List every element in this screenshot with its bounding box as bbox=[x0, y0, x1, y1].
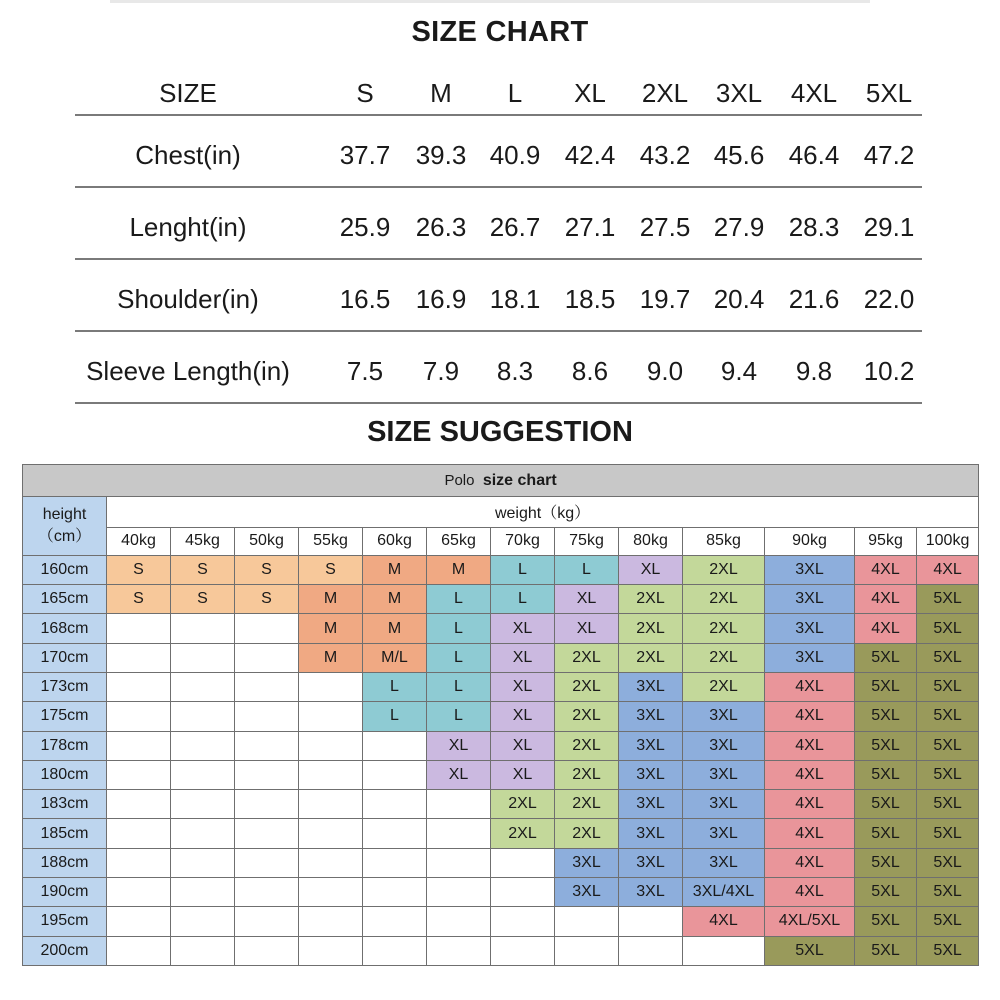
empty-cell bbox=[235, 790, 299, 819]
size-cell: 3XL bbox=[683, 702, 765, 731]
height-value: 195cm bbox=[23, 907, 107, 936]
empty-cell bbox=[171, 936, 235, 965]
size-header-2xl: 2XL bbox=[641, 78, 689, 108]
height-row bbox=[23, 877, 979, 906]
height-value: 185cm bbox=[23, 819, 107, 848]
empty-cell bbox=[491, 877, 555, 906]
empty-cell bbox=[363, 936, 427, 965]
size-cell: 2XL bbox=[683, 555, 765, 584]
height-header bbox=[23, 497, 107, 556]
size-cell: 3XL bbox=[619, 702, 683, 731]
height-row bbox=[23, 673, 979, 702]
size-cell: 5XL bbox=[917, 936, 979, 965]
polo-size-chart-caption bbox=[23, 465, 979, 497]
size-cell: 5XL bbox=[917, 790, 979, 819]
empty-cell bbox=[363, 848, 427, 877]
size-cell: 2XL bbox=[619, 614, 683, 643]
height-value: 178cm bbox=[23, 731, 107, 760]
height-row bbox=[23, 790, 979, 819]
empty-cell bbox=[555, 936, 619, 965]
size-cell: 5XL bbox=[765, 936, 855, 965]
empty-cell bbox=[299, 790, 363, 819]
size-cell: 3XL bbox=[765, 585, 855, 614]
empty-cell bbox=[555, 907, 619, 936]
measurement-label: Lenght(in) bbox=[129, 212, 247, 242]
empty-cell bbox=[299, 731, 363, 760]
size-cell: XL bbox=[491, 760, 555, 789]
empty-cell bbox=[299, 848, 363, 877]
size-cell: 2XL bbox=[619, 643, 683, 672]
height-row bbox=[23, 819, 979, 848]
size-cell: L bbox=[427, 673, 491, 702]
size-cell: 5XL bbox=[855, 819, 917, 848]
size-cell: S bbox=[235, 585, 299, 614]
size-header-5xl: 5XL bbox=[865, 78, 913, 108]
size-cell: M bbox=[363, 614, 427, 643]
empty-cell bbox=[235, 819, 299, 848]
size-cell: 2XL bbox=[555, 643, 619, 672]
weight-col-header: 45kg bbox=[171, 527, 235, 555]
empty-cell bbox=[107, 673, 171, 702]
empty-cell bbox=[171, 790, 235, 819]
weight-col-header: 40kg bbox=[107, 527, 171, 555]
measurement-value: 20.4 bbox=[713, 284, 765, 314]
empty-cell bbox=[427, 907, 491, 936]
size-cell: S bbox=[171, 585, 235, 614]
height-row bbox=[23, 936, 979, 965]
height-row bbox=[23, 643, 979, 672]
size-cell: 3XL/4XL bbox=[683, 877, 765, 906]
size-cell: 4XL bbox=[765, 819, 855, 848]
size-cell: 5XL bbox=[917, 848, 979, 877]
size-cell: L bbox=[491, 585, 555, 614]
size-cell: L bbox=[491, 555, 555, 584]
measurement-value: 27.5 bbox=[639, 212, 691, 242]
size-header-4xl: 4XL bbox=[790, 78, 838, 108]
size-cell: M bbox=[299, 643, 363, 672]
height-row bbox=[23, 555, 979, 584]
size-cell: 3XL bbox=[619, 731, 683, 760]
empty-cell bbox=[427, 848, 491, 877]
size-header-label: SIZE bbox=[159, 78, 217, 108]
measurement-value: 26.3 bbox=[415, 212, 467, 242]
size-cell: 5XL bbox=[855, 702, 917, 731]
empty-cell bbox=[235, 907, 299, 936]
empty-cell bbox=[299, 760, 363, 789]
empty-cell bbox=[427, 877, 491, 906]
caption-main: size chart bbox=[482, 471, 557, 489]
empty-cell bbox=[363, 731, 427, 760]
size-cell: XL bbox=[491, 731, 555, 760]
weight-col-header: 60kg bbox=[363, 527, 427, 555]
size-cell: 4XL bbox=[765, 731, 855, 760]
height-label: height bbox=[42, 506, 87, 524]
size-cell: 5XL bbox=[917, 702, 979, 731]
empty-cell bbox=[171, 673, 235, 702]
height-row bbox=[23, 702, 979, 731]
size-cell: 2XL bbox=[555, 673, 619, 702]
size-cell: S bbox=[171, 555, 235, 584]
size-cell: 2XL bbox=[683, 673, 765, 702]
size-cell: 5XL bbox=[855, 790, 917, 819]
weight-col-header: 95kg bbox=[855, 527, 917, 555]
measurement-value: 39.3 bbox=[415, 140, 467, 170]
empty-cell bbox=[235, 673, 299, 702]
size-cell: 5XL bbox=[855, 848, 917, 877]
size-cell: M bbox=[299, 585, 363, 614]
height-value: 175cm bbox=[23, 702, 107, 731]
size-cell: 3XL bbox=[555, 848, 619, 877]
empty-cell bbox=[235, 643, 299, 672]
empty-cell bbox=[363, 819, 427, 848]
size-cell: 4XL bbox=[765, 848, 855, 877]
size-cell: S bbox=[107, 555, 171, 584]
size-cell: 2XL bbox=[491, 790, 555, 819]
weight-col-header: 90kg bbox=[765, 527, 855, 555]
measurement-value: 27.9 bbox=[713, 212, 765, 242]
empty-cell bbox=[171, 614, 235, 643]
weight-col-header: 70kg bbox=[491, 527, 555, 555]
empty-cell bbox=[235, 702, 299, 731]
empty-cell bbox=[107, 790, 171, 819]
size-cell: M bbox=[363, 585, 427, 614]
size-cell: XL bbox=[555, 614, 619, 643]
size-cell: S bbox=[299, 555, 363, 584]
measurement-value: 42.4 bbox=[564, 140, 616, 170]
empty-cell bbox=[107, 936, 171, 965]
size-cell: 3XL bbox=[619, 848, 683, 877]
size-cell: L bbox=[427, 643, 491, 672]
size-cell: 3XL bbox=[619, 790, 683, 819]
measurement-value: 7.5 bbox=[346, 356, 384, 386]
measurement-value: 27.1 bbox=[564, 212, 616, 242]
weight-col-header: 75kg bbox=[555, 527, 619, 555]
size-cell: 5XL bbox=[917, 907, 979, 936]
empty-cell bbox=[491, 848, 555, 877]
empty-cell bbox=[427, 819, 491, 848]
empty-cell bbox=[107, 643, 171, 672]
height-row bbox=[23, 614, 979, 643]
empty-cell bbox=[235, 760, 299, 789]
size-cell: L bbox=[427, 702, 491, 731]
weight-col-header: 100kg bbox=[917, 527, 979, 555]
size-header-l: L bbox=[507, 78, 523, 108]
height-value: 165cm bbox=[23, 585, 107, 614]
measurement-value: 16.9 bbox=[415, 284, 467, 314]
measurement-value: 19.7 bbox=[639, 284, 691, 314]
size-cell: S bbox=[107, 585, 171, 614]
size-cell: 3XL bbox=[619, 673, 683, 702]
height-row bbox=[23, 585, 979, 614]
empty-cell bbox=[363, 790, 427, 819]
height-unit: （cm） bbox=[37, 528, 92, 546]
size-cell: 4XL bbox=[855, 555, 917, 584]
size-cell: 3XL bbox=[765, 643, 855, 672]
empty-cell bbox=[683, 936, 765, 965]
measurement-value: 8.6 bbox=[571, 356, 609, 386]
empty-cell bbox=[299, 877, 363, 906]
size-cell: 3XL bbox=[683, 790, 765, 819]
size-cell: 4XL bbox=[855, 614, 917, 643]
caption-prefix: Polo bbox=[444, 471, 475, 489]
size-cell: M bbox=[299, 614, 363, 643]
measurement-value: 9.4 bbox=[720, 356, 758, 386]
measurement-label: Shoulder(in) bbox=[117, 284, 259, 314]
empty-cell bbox=[171, 848, 235, 877]
measurement-value: 28.3 bbox=[788, 212, 840, 242]
measurement-value: 47.2 bbox=[863, 140, 915, 170]
measurement-value: 8.3 bbox=[496, 356, 534, 386]
top-divider bbox=[110, 0, 870, 3]
empty-cell bbox=[299, 936, 363, 965]
size-cell: 4XL bbox=[765, 702, 855, 731]
weight-col-header: 50kg bbox=[235, 527, 299, 555]
size-cell: 3XL bbox=[619, 760, 683, 789]
empty-cell bbox=[363, 760, 427, 789]
weight-header: weight（kg） bbox=[107, 497, 979, 527]
height-value: 183cm bbox=[23, 790, 107, 819]
size-header-m: M bbox=[430, 78, 452, 108]
height-row bbox=[23, 907, 979, 936]
size-cell: XL bbox=[427, 760, 491, 789]
measurement-value: 45.6 bbox=[713, 140, 765, 170]
size-cell: 3XL bbox=[619, 819, 683, 848]
size-cell: 2XL bbox=[555, 790, 619, 819]
size-cell: 4XL bbox=[765, 790, 855, 819]
size-chart-row bbox=[75, 116, 922, 188]
measurement-value: 29.1 bbox=[863, 212, 915, 242]
measurement-value: 40.9 bbox=[489, 140, 541, 170]
size-header-s: S bbox=[356, 78, 374, 108]
empty-cell bbox=[235, 848, 299, 877]
size-cell: XL bbox=[555, 585, 619, 614]
size-cell: 5XL bbox=[855, 673, 917, 702]
weight-col-header: 65kg bbox=[427, 527, 491, 555]
size-cell: 3XL bbox=[619, 877, 683, 906]
size-cell: 2XL bbox=[555, 819, 619, 848]
size-cell: XL bbox=[619, 555, 683, 584]
size-cell: 5XL bbox=[917, 614, 979, 643]
empty-cell bbox=[107, 614, 171, 643]
row-divider bbox=[75, 402, 922, 404]
empty-cell bbox=[107, 848, 171, 877]
empty-cell bbox=[299, 702, 363, 731]
height-value: 168cm bbox=[23, 614, 107, 643]
size-cell: L bbox=[555, 555, 619, 584]
size-cell: XL bbox=[491, 614, 555, 643]
empty-cell bbox=[299, 673, 363, 702]
size-cell: XL bbox=[491, 702, 555, 731]
empty-cell bbox=[491, 936, 555, 965]
measurement-label: Chest(in) bbox=[135, 140, 241, 170]
size-cell: 3XL bbox=[555, 877, 619, 906]
size-cell: 3XL bbox=[683, 731, 765, 760]
empty-cell bbox=[299, 819, 363, 848]
empty-cell bbox=[171, 760, 235, 789]
empty-cell bbox=[235, 877, 299, 906]
empty-cell bbox=[171, 731, 235, 760]
size-cell: 4XL bbox=[917, 555, 979, 584]
size-cell: 5XL bbox=[917, 877, 979, 906]
size-cell: 2XL bbox=[491, 819, 555, 848]
measurement-value: 18.5 bbox=[564, 284, 616, 314]
size-cell: 4XL bbox=[765, 760, 855, 789]
size-suggestion-title: SIZE SUGGESTION bbox=[367, 416, 633, 448]
size-cell: L bbox=[427, 585, 491, 614]
size-cell: S bbox=[235, 555, 299, 584]
measurement-label: Sleeve Length(in) bbox=[86, 356, 290, 386]
size-cell: 3XL bbox=[683, 848, 765, 877]
size-suggestion-table bbox=[22, 464, 979, 966]
size-chart-row bbox=[75, 260, 922, 332]
empty-cell bbox=[235, 936, 299, 965]
measurement-value: 43.2 bbox=[639, 140, 691, 170]
size-cell: 4XL bbox=[855, 585, 917, 614]
height-value: 180cm bbox=[23, 760, 107, 789]
size-chart-header-row bbox=[75, 72, 922, 116]
empty-cell bbox=[171, 819, 235, 848]
size-header-3xl: 3XL bbox=[715, 78, 763, 108]
size-header-xl: XL bbox=[574, 78, 606, 108]
size-chart-table bbox=[75, 72, 922, 404]
measurement-value: 21.6 bbox=[788, 284, 840, 314]
size-cell: L bbox=[363, 702, 427, 731]
empty-cell bbox=[427, 790, 491, 819]
size-cell: 2XL bbox=[555, 731, 619, 760]
size-cell: 5XL bbox=[917, 731, 979, 760]
size-cell: XL bbox=[427, 731, 491, 760]
size-cell: M bbox=[427, 555, 491, 584]
measurement-value: 26.7 bbox=[489, 212, 541, 242]
empty-cell bbox=[235, 731, 299, 760]
height-row bbox=[23, 731, 979, 760]
empty-cell bbox=[107, 702, 171, 731]
measurement-value: 16.5 bbox=[339, 284, 391, 314]
height-value: 200cm bbox=[23, 936, 107, 965]
empty-cell bbox=[107, 731, 171, 760]
size-cell: XL bbox=[491, 643, 555, 672]
weight-col-header: 85kg bbox=[683, 527, 765, 555]
size-cell: 3XL bbox=[683, 760, 765, 789]
empty-cell bbox=[171, 877, 235, 906]
size-chart-row bbox=[75, 332, 922, 404]
size-cell: 3XL bbox=[765, 614, 855, 643]
size-cell: 5XL bbox=[855, 877, 917, 906]
weight-col-header: 80kg bbox=[619, 527, 683, 555]
measurement-value: 37.7 bbox=[339, 140, 391, 170]
size-cell: 5XL bbox=[917, 643, 979, 672]
measurement-value: 10.2 bbox=[863, 356, 915, 386]
weight-col-header: 55kg bbox=[299, 527, 363, 555]
size-cell: 2XL bbox=[555, 760, 619, 789]
empty-cell bbox=[171, 702, 235, 731]
empty-cell bbox=[363, 877, 427, 906]
size-cell: 5XL bbox=[855, 760, 917, 789]
size-cell: L bbox=[427, 614, 491, 643]
size-cell: M/L bbox=[363, 643, 427, 672]
size-cell: 5XL bbox=[917, 585, 979, 614]
size-cell: 2XL bbox=[555, 702, 619, 731]
size-cell: 5XL bbox=[917, 760, 979, 789]
size-cell: 5XL bbox=[855, 936, 917, 965]
size-cell: XL bbox=[491, 673, 555, 702]
size-cell: 5XL bbox=[917, 673, 979, 702]
empty-cell bbox=[299, 907, 363, 936]
measurement-value: 7.9 bbox=[422, 356, 460, 386]
size-cell: 4XL bbox=[765, 877, 855, 906]
size-cell: 4XL/5XL bbox=[765, 907, 855, 936]
size-cell: 2XL bbox=[683, 643, 765, 672]
empty-cell bbox=[171, 907, 235, 936]
size-chart-title: SIZE CHART bbox=[411, 16, 589, 48]
measurement-value: 9.8 bbox=[795, 356, 833, 386]
size-cell: L bbox=[363, 673, 427, 702]
size-cell: M bbox=[363, 555, 427, 584]
empty-cell bbox=[363, 907, 427, 936]
size-cell: 5XL bbox=[855, 731, 917, 760]
size-cell: 3XL bbox=[765, 555, 855, 584]
empty-cell bbox=[107, 760, 171, 789]
size-cell: 5XL bbox=[855, 907, 917, 936]
height-value: 170cm bbox=[23, 643, 107, 672]
empty-cell bbox=[235, 614, 299, 643]
size-cell: 3XL bbox=[683, 819, 765, 848]
height-value: 173cm bbox=[23, 673, 107, 702]
empty-cell bbox=[619, 907, 683, 936]
size-cell: 4XL bbox=[765, 673, 855, 702]
measurement-value: 25.9 bbox=[339, 212, 391, 242]
size-cell: 5XL bbox=[917, 819, 979, 848]
size-chart-row bbox=[75, 188, 922, 260]
empty-cell bbox=[619, 936, 683, 965]
size-cell: 2XL bbox=[683, 614, 765, 643]
measurement-value: 22.0 bbox=[863, 284, 915, 314]
height-value: 188cm bbox=[23, 848, 107, 877]
height-value: 190cm bbox=[23, 877, 107, 906]
empty-cell bbox=[107, 877, 171, 906]
size-cell: 4XL bbox=[683, 907, 765, 936]
size-cell: 2XL bbox=[683, 585, 765, 614]
measurement-value: 46.4 bbox=[788, 140, 840, 170]
empty-cell bbox=[491, 907, 555, 936]
height-value: 160cm bbox=[23, 555, 107, 584]
height-row bbox=[23, 760, 979, 789]
empty-cell bbox=[107, 819, 171, 848]
size-cell: 2XL bbox=[619, 585, 683, 614]
measurement-value: 18.1 bbox=[489, 284, 541, 314]
empty-cell bbox=[427, 936, 491, 965]
measurement-value: 9.0 bbox=[646, 356, 684, 386]
height-row bbox=[23, 848, 979, 877]
empty-cell bbox=[171, 643, 235, 672]
empty-cell bbox=[107, 907, 171, 936]
size-cell: 5XL bbox=[855, 643, 917, 672]
